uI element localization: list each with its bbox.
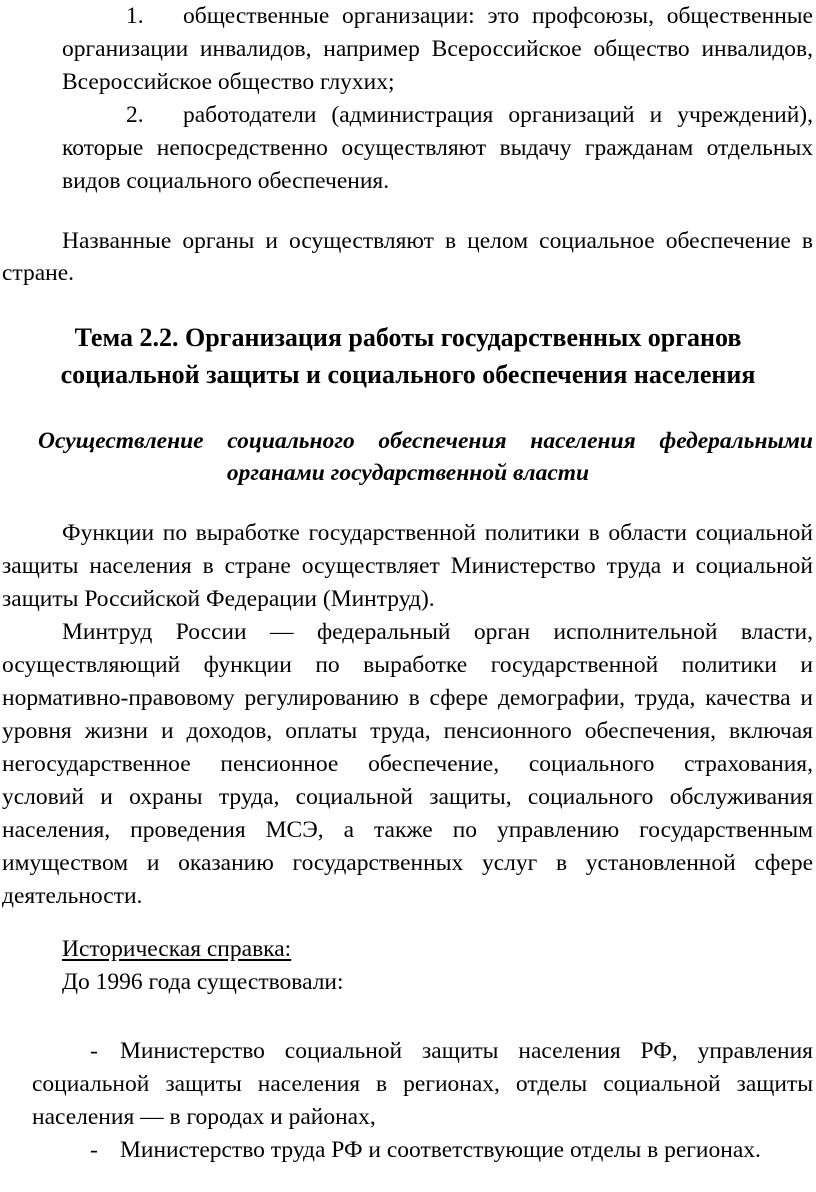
dash-marker: -	[90, 1038, 98, 1064]
list-item-line: Всероссийское общество глухих;	[62, 69, 395, 95]
list-number: 2.	[126, 102, 144, 128]
paragraph-line: негосударственное пенсионное обеспечение, социального страхования,	[2, 751, 813, 777]
list-item-line: видов социального обеспечения.	[62, 168, 390, 194]
section-heading-line: социальной защиты и социального обеспечения населения	[60, 360, 756, 389]
list-item-line: работодатели (администрация организаций и учреждений),	[183, 102, 813, 128]
paragraph-line: Названные органы и осуществляют в целом социальное обеспечение в	[62, 228, 813, 254]
subheading-line: Осуществление социального обеспечения населения федеральными	[38, 428, 813, 454]
dash-marker: -	[90, 1137, 98, 1163]
paragraph-line: защиты Российской Федерации (Минтруд).	[2, 586, 435, 612]
paragraph-line: уровня жизни и доходов, оплаты труда, пенсионного обеспечения, включая	[2, 718, 813, 744]
list-item-line: общественные организации: это профсоюзы, общественные	[183, 3, 813, 29]
paragraph-line: стране.	[2, 260, 75, 286]
list-item-line: которые непосредственно осуществляют выдачу гражданам отдельных	[62, 135, 813, 161]
history-label: Историческая справка:	[62, 936, 292, 962]
paragraph-line: осуществляющий функции по выработке государственной политики и	[2, 652, 813, 678]
history-intro: До 1996 года существовали:	[62, 969, 344, 995]
paragraph-line: имуществом и оказанию государственных услуг в установленной сфере	[2, 850, 813, 876]
paragraph-line: деятельности.	[2, 883, 143, 909]
list-item-line: Министерство социальной защиты населения РФ, управления	[120, 1038, 813, 1064]
list-item-line: Министерство труда РФ и соответствующие отделы в регионах.	[120, 1137, 761, 1163]
list-item-line: населения — в городах и районах,	[32, 1104, 376, 1130]
list-number: 1.	[126, 3, 144, 29]
paragraph-line: нормативно-правовому регулированию в сфере демографии, труда, качества и	[2, 685, 813, 711]
list-item-line: организации инвалидов, например Всероссийское общество инвалидов,	[62, 36, 813, 62]
subheading-line: органами государственной власти	[226, 460, 590, 486]
list-item-line: социальной защиты населения в регионах, отделы социальной защиты	[32, 1071, 813, 1097]
paragraph-line: населения, проведения МСЭ, а также по управлению государственным	[2, 817, 813, 843]
paragraph-line: защиты населения в стране осуществляет Министерство труда и социальной	[2, 553, 813, 579]
paragraph-line: условий и охраны труда, социальной защиты, социального обслуживания	[2, 784, 813, 810]
paragraph-line: Минтруд России — федеральный орган исполнительной власти,	[62, 619, 813, 645]
section-heading-line: Тема 2.2. Организация работы государственных органов	[74, 323, 742, 352]
paragraph-line: Функции по выработке государственной политики в области социальной	[62, 520, 813, 546]
